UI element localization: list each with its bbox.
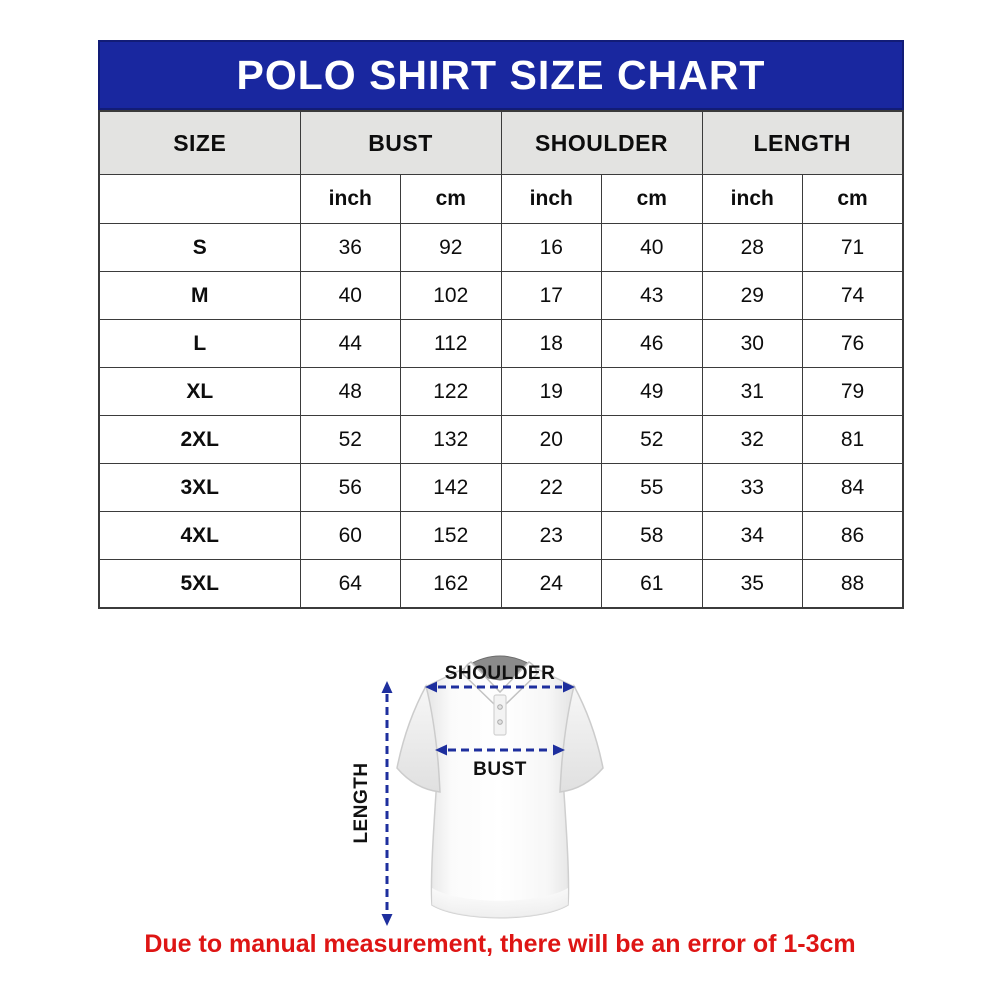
value-cell: 74 [803, 272, 904, 320]
size-cell: 5XL [99, 560, 300, 609]
unit-cell: inch [300, 175, 401, 224]
size-cell: S [99, 224, 300, 272]
shirt-button [498, 705, 503, 710]
value-cell: 76 [803, 320, 904, 368]
value-cell: 88 [803, 560, 904, 609]
value-cell: 79 [803, 368, 904, 416]
table-row-5xl [99, 560, 903, 609]
value-cell: 86 [803, 512, 904, 560]
table-row-3xl [99, 464, 903, 512]
value-cell: 24 [501, 560, 602, 609]
value-cell: 58 [602, 512, 703, 560]
unit-cell: cm [401, 175, 502, 224]
unit-cell-blank [99, 175, 300, 224]
value-cell: 162 [401, 560, 502, 609]
table-row-2xl [99, 416, 903, 464]
size-cell: 4XL [99, 512, 300, 560]
table-row-l [99, 320, 903, 368]
value-cell: 52 [300, 416, 401, 464]
unit-cell: cm [602, 175, 703, 224]
value-cell: 34 [702, 512, 803, 560]
unit-cell: inch [702, 175, 803, 224]
value-cell: 33 [702, 464, 803, 512]
shirt-button [498, 720, 503, 725]
length-arrow-top-head [382, 681, 393, 693]
value-cell: 29 [702, 272, 803, 320]
value-cell: 112 [401, 320, 502, 368]
value-cell: 32 [702, 416, 803, 464]
value-cell: 40 [602, 224, 703, 272]
value-cell: 49 [602, 368, 703, 416]
value-cell: 19 [501, 368, 602, 416]
value-cell: 48 [300, 368, 401, 416]
value-cell: 31 [702, 368, 803, 416]
column-group-row [99, 111, 903, 175]
shirt-placket [494, 695, 506, 735]
value-cell: 40 [300, 272, 401, 320]
unit-row [99, 175, 903, 224]
value-cell: 71 [803, 224, 904, 272]
size-cell: 2XL [99, 416, 300, 464]
table-row-4xl [99, 512, 903, 560]
chart-title-bar [98, 40, 904, 110]
value-cell: 20 [501, 416, 602, 464]
value-cell: 92 [401, 224, 502, 272]
size-cell: M [99, 272, 300, 320]
size-cell: L [99, 320, 300, 368]
value-cell: 17 [501, 272, 602, 320]
shoulder-label: SHOULDER [444, 663, 556, 684]
value-cell: 102 [401, 272, 502, 320]
value-cell: 142 [401, 464, 502, 512]
value-cell: 84 [803, 464, 904, 512]
col-header-size: SIZE [99, 111, 300, 175]
value-cell: 36 [300, 224, 401, 272]
value-cell: 43 [602, 272, 703, 320]
value-cell: 22 [501, 464, 602, 512]
col-header-length: LENGTH [702, 111, 903, 175]
value-cell: 18 [501, 320, 602, 368]
value-cell: 52 [602, 416, 703, 464]
table-row-s [99, 224, 903, 272]
table-row-m [99, 272, 903, 320]
value-cell: 122 [401, 368, 502, 416]
size-cell: XL [99, 368, 300, 416]
size-chart [98, 40, 904, 609]
value-cell: 60 [300, 512, 401, 560]
value-cell: 35 [702, 560, 803, 609]
length-label: LENGTH [351, 762, 372, 844]
bust-label: BUST [473, 759, 527, 780]
value-cell: 44 [300, 320, 401, 368]
value-cell: 23 [501, 512, 602, 560]
value-cell: 30 [702, 320, 803, 368]
length-arrow-bottom-head [382, 914, 393, 926]
table-row-xl [99, 368, 903, 416]
value-cell: 64 [300, 560, 401, 609]
unit-cell: inch [501, 175, 602, 224]
measurements-table [98, 110, 904, 609]
unit-cell: cm [803, 175, 904, 224]
value-cell: 55 [602, 464, 703, 512]
value-cell: 16 [501, 224, 602, 272]
col-header-shoulder: SHOULDER [501, 111, 702, 175]
value-cell: 28 [702, 224, 803, 272]
value-cell: 56 [300, 464, 401, 512]
value-cell: 81 [803, 416, 904, 464]
size-cell: 3XL [99, 464, 300, 512]
measurement-note: Due to manual measurement, there will be an error of 1-3cm [144, 930, 856, 958]
value-cell: 46 [602, 320, 703, 368]
value-cell: 152 [401, 512, 502, 560]
polo-shirt-illustration [340, 643, 670, 943]
value-cell: 132 [401, 416, 502, 464]
value-cell: 61 [602, 560, 703, 609]
chart-title: POLO SHIRT SIZE CHART [236, 51, 766, 98]
col-header-bust: BUST [300, 111, 501, 175]
